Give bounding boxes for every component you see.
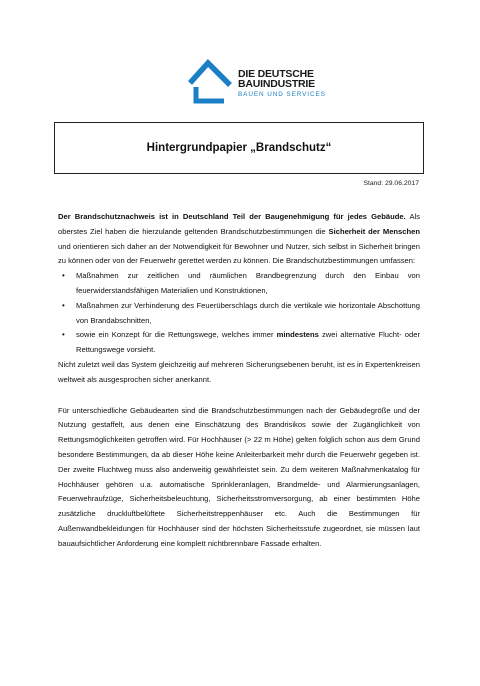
list-item-text-pre: sowie ein Konzept für die Rettungswege, welches immer	[76, 330, 277, 340]
logo-line-1: DIE DEUTSCHE	[238, 68, 314, 80]
measures-list	[58, 269, 420, 358]
intro-bold-safety: Sicherheit der Menschen	[328, 226, 421, 236]
intro-bold-lead: Der Brandschutznachweis ist in Deutschland Teil der Baugenehmigung für jedes Gebäude.	[58, 212, 406, 221]
intro-text-2: und orientieren sich daher an der Notwendigkeit für Bewohner und Nutzer, sich selbst in Sicherheit bringen zu können oder von der Feuerwehr gerettet werden zu können. Die Brandschutzbestimmungen umfassen:	[58, 241, 420, 266]
house-roof-icon	[186, 57, 236, 105]
company-logo	[186, 57, 326, 107]
paragraph-highrise: Für unterschiedliche Gebäudearten sind die Brandschutzbestimmungen nach der Gebäudegröße und der Nutzung gestaffelt, aus denen eine Einschätzung des Brandrisikos sowie der Zugänglichkeit von Rettungsmöglichkeiten getroffen wird. Für Hochhäuser (> 22 m Höhe) gelten folglich schon aus dem Grund besondere Bestimmungen, da ab dieser Höhe keine Anleiterbarkeit mehr durch die Feuerwehr gegeben ist. Der zweite Fluchtweg muss also anderweitig gewährleistet sein. Zu dem weiteren Maßnahmenkatalog für Hochhäuser gehören u.a. automatische Sprinkleranlagen, Brandmelde- und Alarmierungsanlagen, Feuerwehraufzüge, Sicherheitsbeleuchtung, Sicherheitsstromversorgung, ab einer bestimmten Höhe zusätzliche druckluftbelüftete Sicherheitstreppenhäuser etc. Auch die Bestimmungen für Außenwandbekleidungen für Hochhäuser sind der höchsten Sicherheitsstufe zugeordnet, sie müssen laut bauaufsichtlicher Anforderung eine komplett nichtbrennbare Fassade erhalten.	[58, 405, 420, 548]
list-item	[58, 299, 420, 329]
document-title: Hintergrundpapier „Brandschutz“	[146, 142, 332, 154]
document-date: Stand: 29.06.2017	[363, 180, 419, 187]
paragraph-intro	[58, 210, 420, 269]
bullet-icon: •	[62, 300, 65, 310]
document-body	[58, 210, 420, 552]
bullet-icon: •	[62, 271, 65, 281]
paragraph-conclusion: Nicht zuletzt weil das System gleichzeitig auf mehreren Sicherungsebenen beruht, ist es in Expertenkreisen weltweit als ausgesprochen sicher anerkannt.	[58, 359, 420, 384]
title-box	[54, 122, 424, 174]
logo-line-3: BAUEN UND SERVICES	[238, 91, 326, 98]
list-item	[58, 269, 420, 299]
list-item	[58, 328, 420, 358]
list-item-text: Maßnahmen zur zeitlichen und räumlichen Brandbegrenzung durch den Einbau von feuerwiderstandsfähigen Materialien und Konstruktionen,	[76, 271, 420, 295]
logo-line-2: BAUINDUSTRIE	[238, 78, 315, 90]
intro-text-1: Als oberstes Ziel haben die hierzulande geltenden Brandschutzbestimmungen die	[58, 212, 420, 236]
bullet-icon: •	[62, 330, 65, 340]
list-item-text: Maßnahmen zur Verhinderung des Feuerüberschlags durch die vertikale wie horizontale Abschottung von Brandabschnitten,	[76, 300, 420, 325]
logo-wordmark	[238, 69, 326, 98]
list-item-text-post: zwei alternative Flucht- oder Rettungswege vorsieht.	[76, 330, 420, 355]
list-item-text-bold: mindestens	[276, 330, 319, 340]
